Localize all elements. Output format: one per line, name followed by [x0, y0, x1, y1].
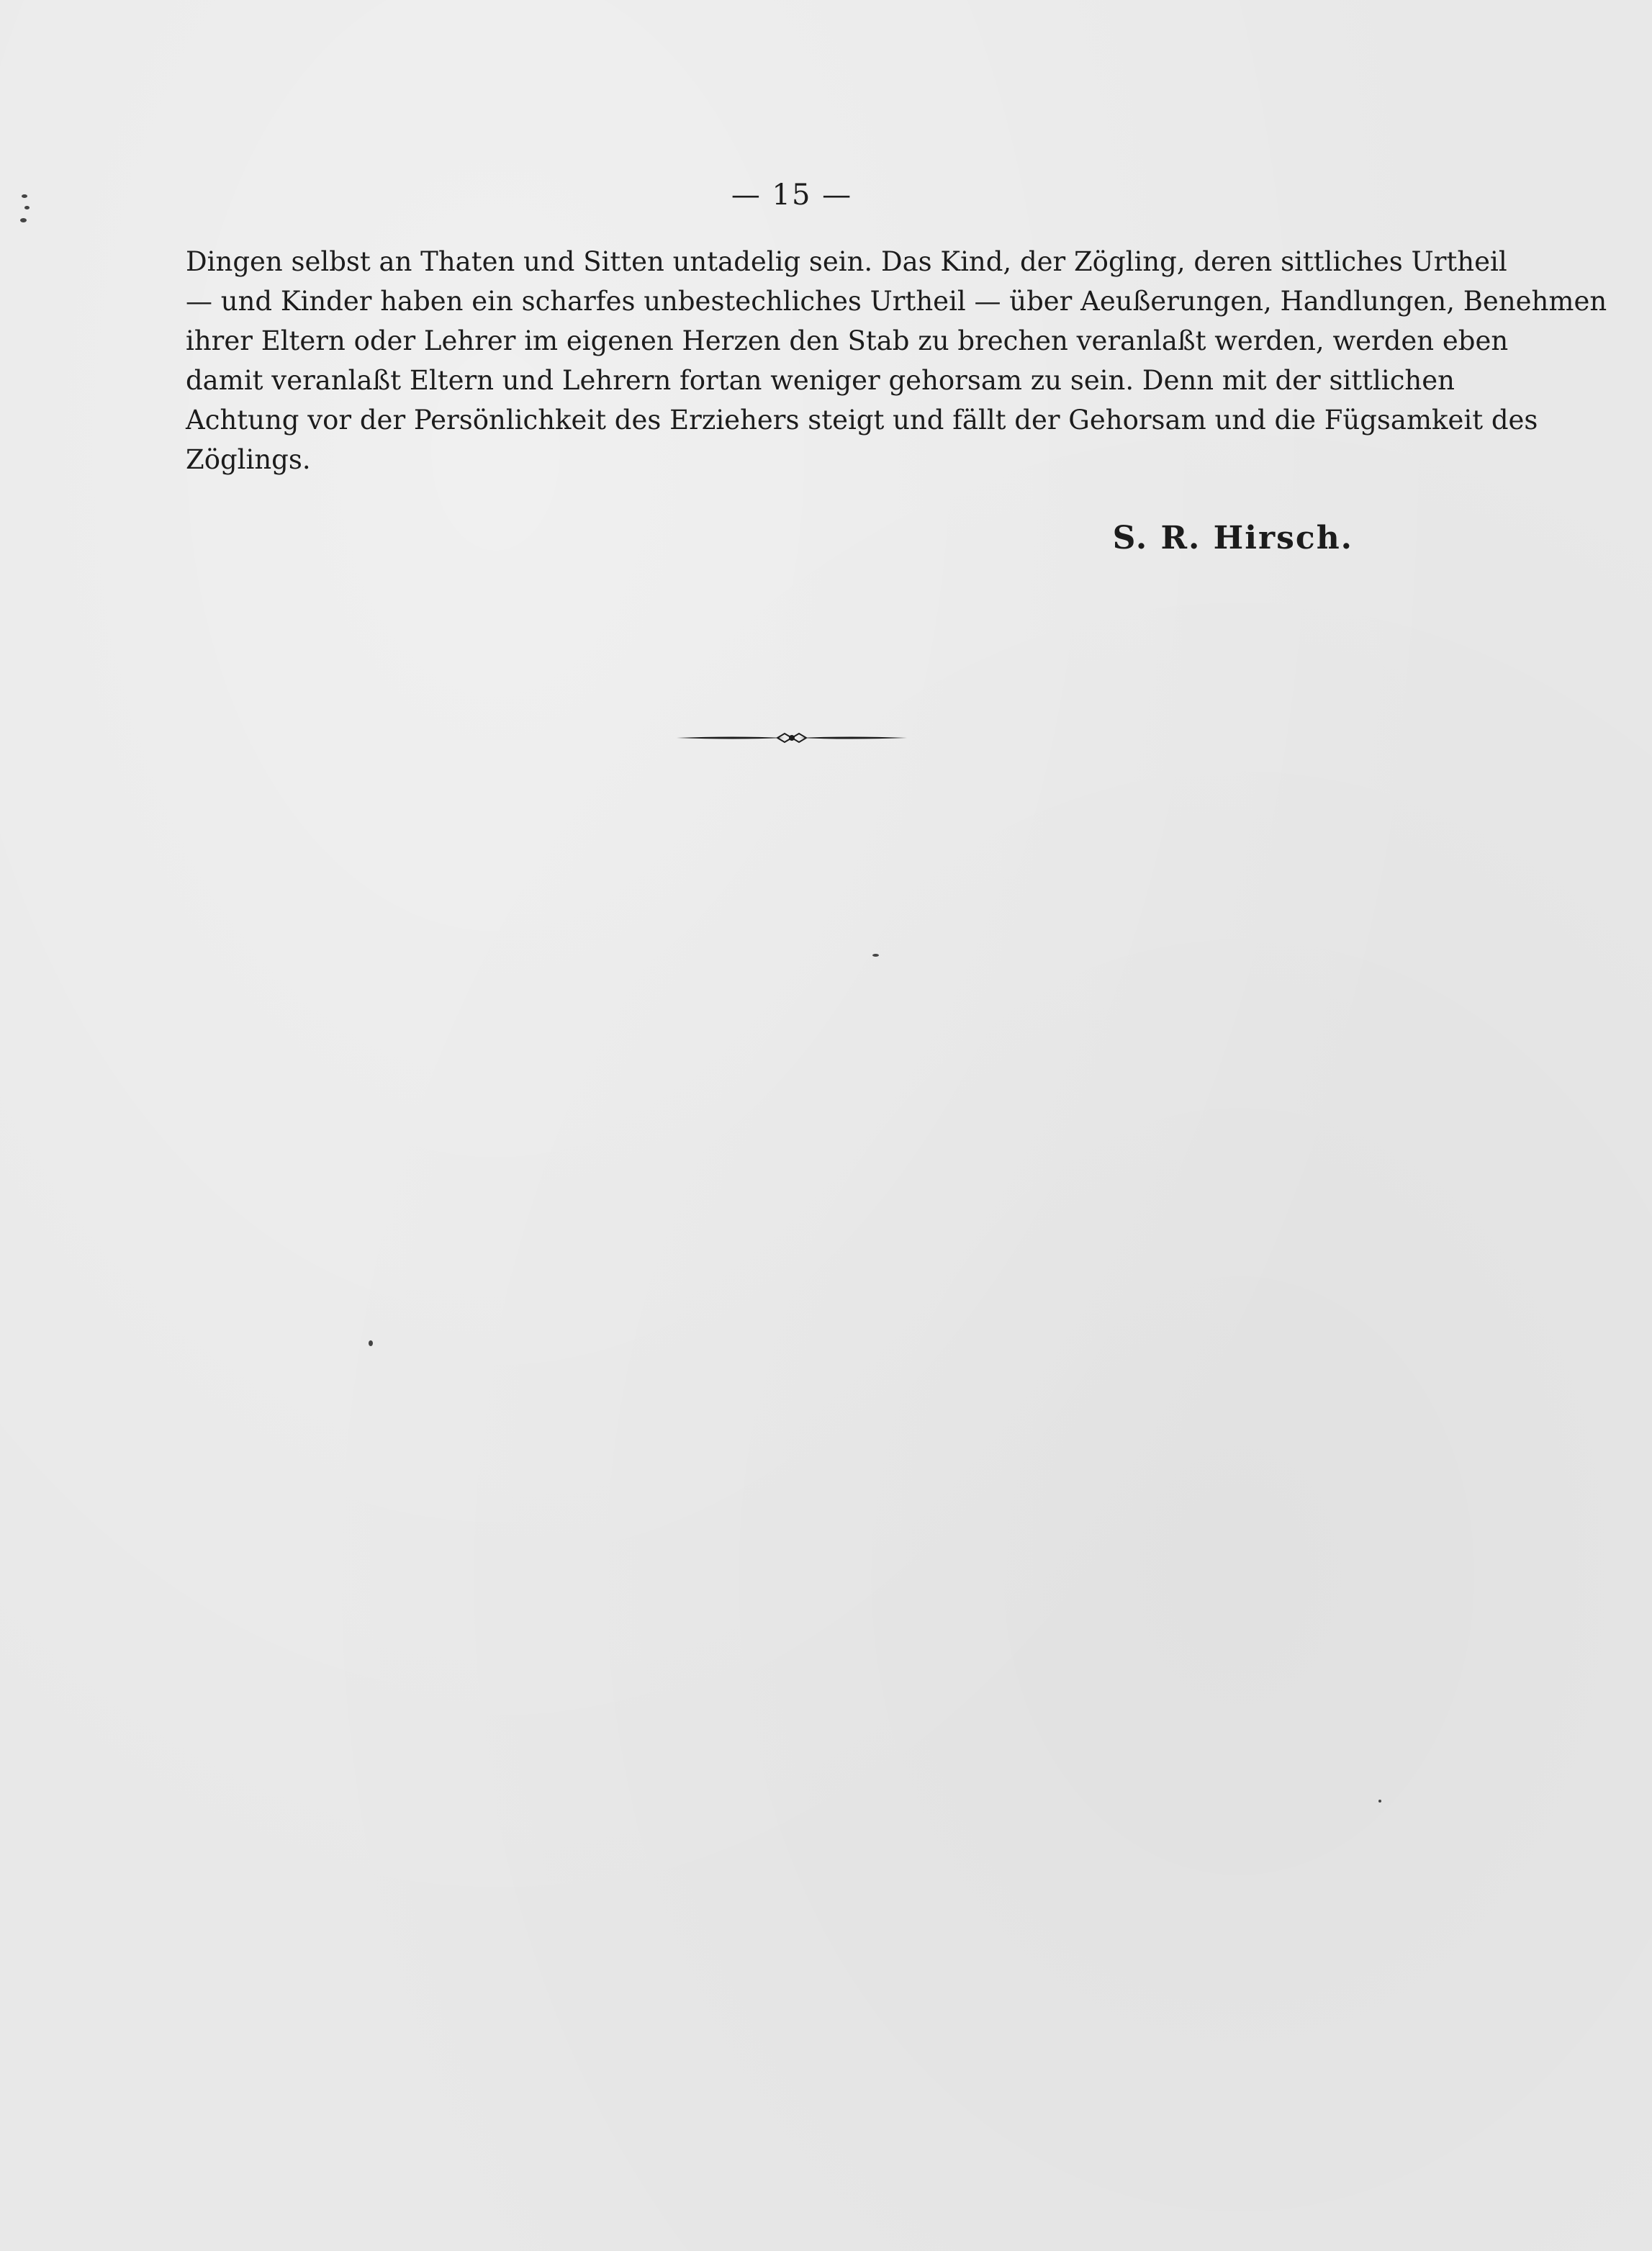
text-line: — und Kinder haben ein scharfes unbestechliches Urtheil — über Aeußerungen, Handlungen, Benehmen [186, 286, 1607, 317]
text-line: ihrer Eltern oder Lehrer im eigenen Herzen den Stab zu brechen veranlaßt werden, werden eben [186, 325, 1509, 356]
text-line: Dingen selbst an Thaten und Sitten untadelig sein. Das Kind, der Zögling, deren sittliches Urtheil [186, 246, 1507, 277]
text-line: Zöglings. [186, 444, 311, 475]
text-line: damit veranlaßt Eltern und Lehrern fortan weniger gehorsam zu sein. Denn mit der sittlichen [186, 365, 1455, 396]
text-line: Achtung vor der Persönlichkeit des Erziehers steigt und fällt der Gehorsam und die Fügsamkeit des [186, 405, 1538, 436]
author-signature: S. R. Hirsch. [1112, 520, 1353, 556]
body-paragraph [186, 242, 1607, 479]
page-number: — 15 — [731, 179, 853, 212]
ornamental-divider-icon [677, 727, 907, 749]
